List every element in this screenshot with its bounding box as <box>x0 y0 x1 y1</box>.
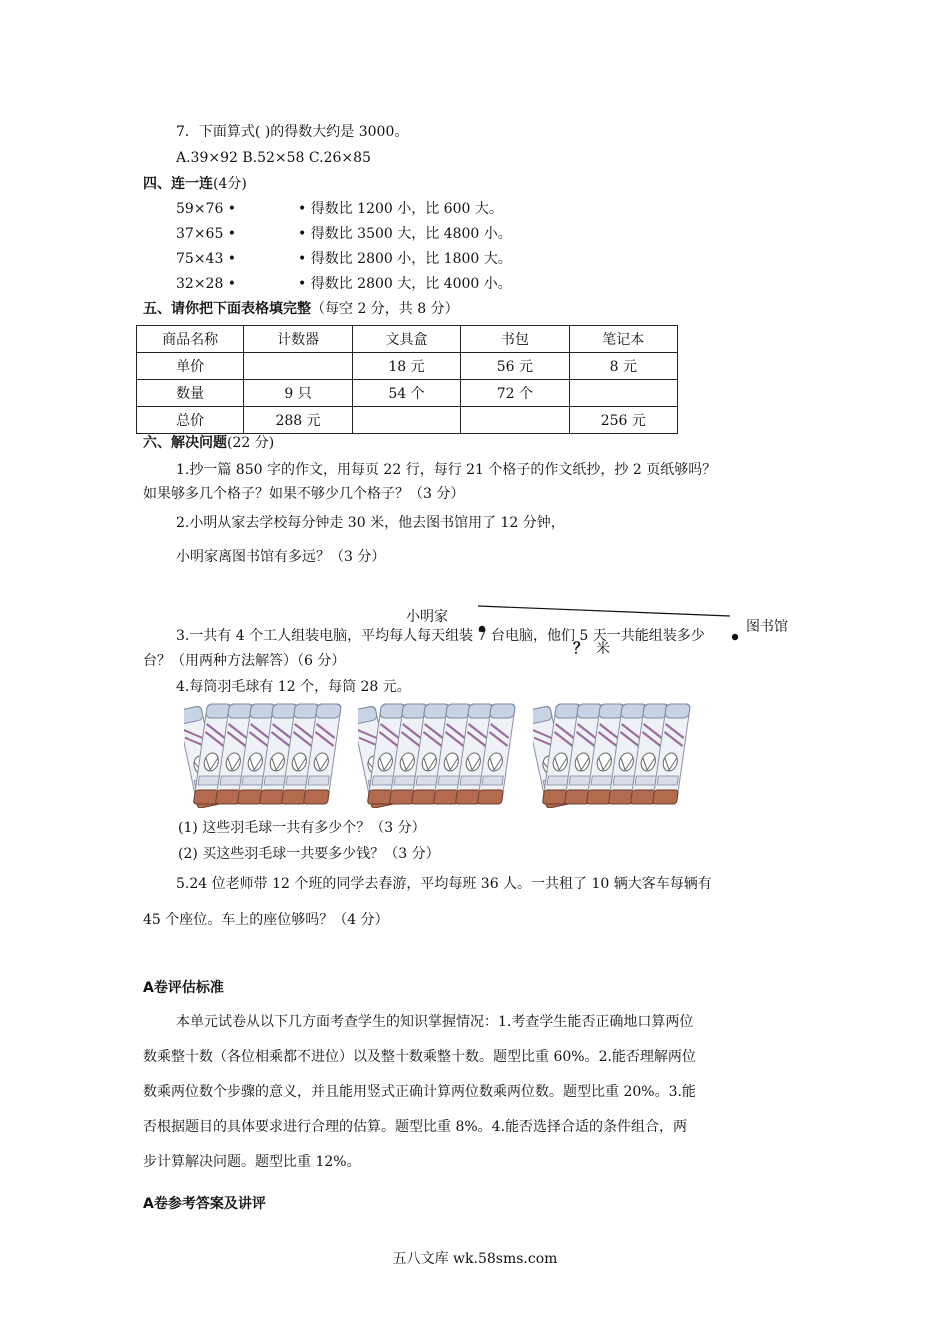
table-cell <box>569 380 677 407</box>
standard-line-4: 否根据题目的具体要求进行合理的估算。题型比重 8%。4.能否选择合适的条件组合，两 <box>143 1119 688 1135</box>
match-left-3: 75×43 • <box>176 251 237 267</box>
section4-title: 四、连一连 <box>143 176 213 192</box>
unknown-distance-mark: ？ <box>573 639 589 657</box>
standard-line-3: 数乘两位数个步骤的意义，并且能用竖式正确计算两位数乘两位数。题型比重 20%。3.能 <box>143 1084 696 1100</box>
section5-title: 五、请你把下面表格填完整 <box>143 301 311 317</box>
table-cell: 总价 <box>137 407 244 434</box>
table-cell: 72 个 <box>461 380 569 407</box>
section4-heading <box>143 174 247 194</box>
section6-score: (22 分) <box>227 435 275 451</box>
table-cell: 8 元 <box>569 353 677 380</box>
standard-line-2: 数乘整十数（各位相乘都不进位）以及整十数乘整十数。题型比重 60%。2.能否理解两位 <box>143 1049 696 1065</box>
standard-title: A卷评估标准 <box>143 980 224 996</box>
table-header-cell: 笔记本 <box>569 326 677 353</box>
section5-score: （每空 2 分，共 8 分） <box>311 301 459 317</box>
problem2-line1: 2.小明从家去学校每分钟走 30 米，他去图书馆用了 12 分钟， <box>176 515 565 531</box>
problem5-line2: 45 个座位。车上的座位够吗？（4 分） <box>143 912 389 928</box>
table-header-row <box>137 326 678 353</box>
shuttlecock-tubes-illustration <box>533 700 698 808</box>
distance-unit-label: 米 <box>596 641 610 657</box>
distance-line <box>478 606 730 616</box>
match-right-2: • 得数比 3500 大，比 4800 小。 <box>298 226 512 242</box>
price-table <box>136 325 678 434</box>
table-cell: 9 只 <box>244 380 352 407</box>
problem4-sub2: (2) 买这些羽毛球一共要多少钱？（3 分） <box>178 846 440 862</box>
table-cell: 18 元 <box>352 353 460 380</box>
table-header-cell: 计数器 <box>244 326 352 353</box>
table-cell: 数量 <box>137 380 244 407</box>
shuttlecock-tubes-3 <box>533 700 698 808</box>
section5-heading <box>143 299 459 319</box>
match-right-4: • 得数比 2800 大，比 4000 小。 <box>298 276 512 292</box>
standard-line-5: 步计算解决问题。题型比重 12%。 <box>143 1154 361 1170</box>
table-cell: 288 元 <box>244 407 352 434</box>
problem4-sub1: (1) 这些羽毛球一共有多少个？（3 分） <box>178 820 426 836</box>
q7-options: A.39×92 B.52×58 C.26×85 <box>176 150 371 166</box>
library-label: 图书馆 <box>746 619 788 635</box>
shuttlecock-tubes-illustration <box>358 700 523 808</box>
table-header-cell: 书包 <box>461 326 569 353</box>
table-cell: 单价 <box>137 353 244 380</box>
answers-title: A卷参考答案及讲评 <box>143 1196 266 1212</box>
table-cell <box>352 407 460 434</box>
match-left-2: 37×65 • <box>176 226 237 242</box>
table-header-cell: 商品名称 <box>137 326 244 353</box>
match-left-4: 32×28 • <box>176 276 237 292</box>
table-row <box>137 353 678 380</box>
problem5-line1: 5.24 位老师带 12 个班的同学去春游，平均每班 36 人。一共租了 10 辆大客车每辆有 <box>176 876 712 892</box>
table-row <box>137 380 678 407</box>
shuttlecock-tubes-2 <box>358 700 523 808</box>
shuttlecock-tubes-1 <box>184 700 349 808</box>
problem4-text: 4.每筒羽毛球有 12 个，每筒 28 元。 <box>176 679 411 695</box>
library-dot <box>732 634 738 640</box>
table-cell <box>244 353 352 380</box>
section6-heading <box>143 433 274 453</box>
home-label: 小明家 <box>406 609 448 625</box>
problem3-line2: 台？（用两种方法解答）（6 分） <box>143 653 346 669</box>
table-cell: 54 个 <box>352 380 460 407</box>
match-right-3: • 得数比 2800 小，比 1800 大。 <box>298 251 512 267</box>
problem3-line1: 3.一共有 4 个工人组装电脑，平均每人每天组装 7 台电脑，他们 5 天一共能组装多少 <box>176 628 705 644</box>
match-right-1: • 得数比 1200 小，比 600 大。 <box>298 201 503 217</box>
problem1-line1: 1.抄一篇 850 字的作文，用每页 22 行，每行 21 个格子的作文纸抄，抄 2 页纸够吗？ <box>176 462 717 478</box>
section6-title: 六、解决问题 <box>143 435 227 451</box>
match-left-1: 59×76 • <box>176 201 237 217</box>
table-header-cell: 文具盒 <box>352 326 460 353</box>
shuttlecock-tubes-illustration <box>184 700 349 808</box>
table-row <box>137 407 678 434</box>
footer-watermark: 五八文库 wk.58sms.com <box>392 1251 558 1267</box>
problem2-line2: 小明家离图书馆有多远？（3 分） <box>176 549 386 565</box>
table-cell <box>461 407 569 434</box>
problem1-line2: 如果够多几个格子？如果不够少几个格子？（3 分） <box>143 486 465 502</box>
table-cell: 56 元 <box>461 353 569 380</box>
section4-score: (4分) <box>213 176 247 192</box>
standard-line-1: 本单元试卷从以下几方面考查学生的知识掌握情况：1.考查学生能否正确地口算两位 <box>176 1014 694 1030</box>
table-cell: 256 元 <box>569 407 677 434</box>
q7-question: 7．下面算式( )的得数大约是 3000。 <box>176 124 409 140</box>
